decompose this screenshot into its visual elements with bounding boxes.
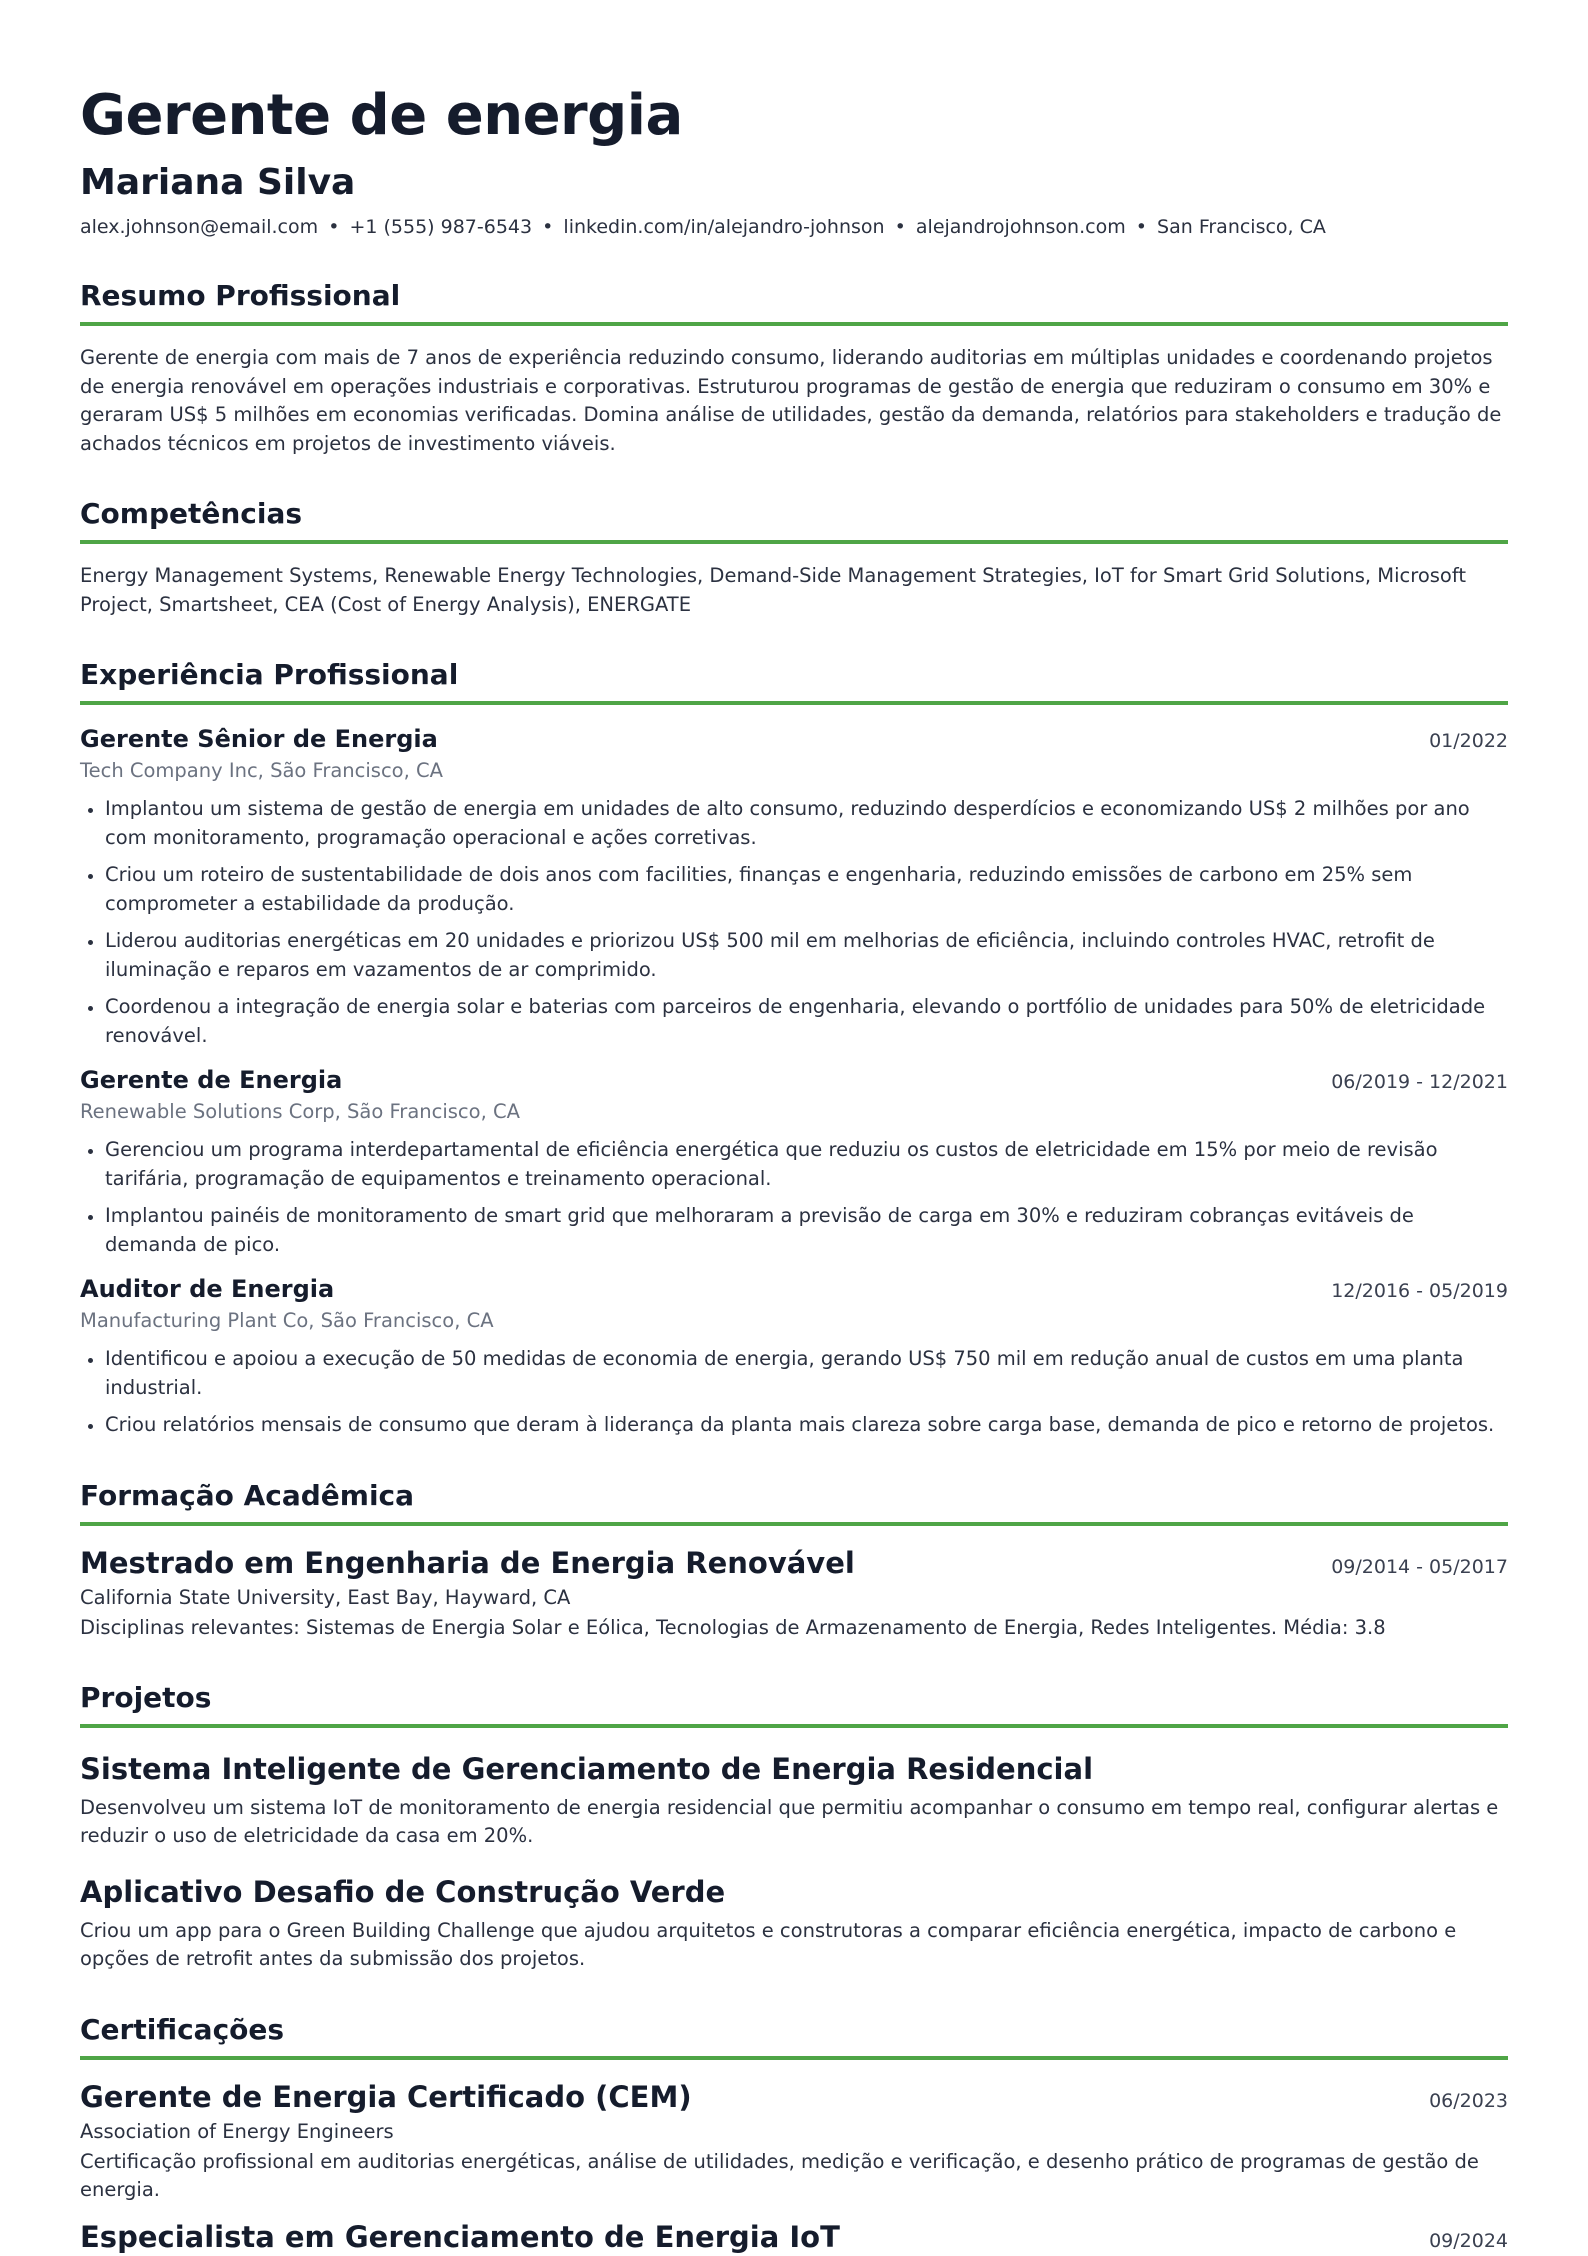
education-entry [80,1544,1508,1642]
project-description: Desenvolveu um sistema IoT de monitoramento de energia residencial que permitiu acompanhar o consumo em tempo real, configurar alertas e reduzir o uso de eletricidade da casa em 20%. [80,1795,1499,1847]
section-title: Formação Acadêmica [80,1478,415,1512]
certification-title: Gerente de Energia Certificado (CEM) [80,2079,692,2114]
contact-separator: • [894,216,906,238]
job-bullets [80,795,1508,1050]
certification-description: Certificação profissional em auditorias energéticas, análise de utilidades, medição e verificação, e desenho prático de programas de gestão de energia. [80,2149,1479,2201]
job-title: Auditor de Energia [80,1275,335,1303]
certification-entry [80,2218,1508,2256]
bullet-item: Gerenciou um programa interdepartamental de eficiência energética que reduziu os custos de eletricidade em 15% por meio de revisão tarifária, programação de equipamentos e treinamento operacional. [80,1136,1508,1193]
certifications-section [80,2012,1508,2256]
education-date: 09/2014 - 05/2017 [1331,1555,1508,1578]
school-name: California State University, East Bay, Hayward, CA [80,1585,571,1609]
job-date: 06/2019 - 12/2021 [1331,1071,1508,1093]
bullet-item: Criou relatórios mensais de consumo que deram à liderança da planta mais clareza sobre carga base, demanda de pico e retorno de projetos. [80,1411,1508,1440]
section-divider [80,701,1508,705]
section-divider [80,322,1508,326]
section-title: Experiência Profissional [80,658,459,691]
bullet-item: Criou um roteiro de sustentabilidade de dois anos com facilities, finanças e engenharia, reduzindo emissões de carbono em 25% sem comprometer a estabilidade da produção. [80,861,1508,918]
job-company: Tech Company Inc, São Francisco, CA [80,759,443,782]
certification-title: Especialista em Gerenciamento de Energia IoT [80,2219,840,2254]
job-title: Gerente Sênior de Energia [80,725,438,753]
contact-separator: • [328,216,340,238]
job-title: Gerente de Energia [80,1066,343,1094]
job-list [80,723,1508,1440]
project-title: Sistema Inteligente de Gerenciamento de Energia Residencial [80,1751,1094,1786]
education-details: Disciplinas relevantes: Sistemas de Energia Solar e Eólica, Tecnologias de Armazenamento de Energia, Redes Inteligentes. Média: 3.8 [80,1615,1386,1639]
skills-text: Energy Management Systems, Renewable Energy Technologies, Demand-Side Management Strategies, IoT for Smart Grid Solutions, Microsoft Project, Smartsheet, CEA (Cost of Energy Analysis), ENERGATE [80,564,1467,616]
job-entry [80,723,1508,1050]
bullet-item: Liderou auditorias energéticas em 20 unidades e priorizou US$ 500 mil em melhorias de eficiência, incluindo controles HVAC, retrofit de iluminação e reparos em vazamentos de ar comprimido. [80,927,1508,984]
section-title: Certificações [80,2012,285,2046]
job-company: Renewable Solutions Corp, São Francisco, CA [80,1100,520,1123]
job-bullets [80,1136,1508,1259]
contact-phone[interactable]: +1 (555) 987-6543 [349,216,533,238]
project-entry [80,1750,1508,1851]
certification-date: 06/2023 [1429,2089,1508,2112]
job-entry [80,1064,1508,1259]
section-divider [80,1724,1508,1728]
section-divider [80,540,1508,544]
bullet-item: Implantou painéis de monitoramento de smart grid que melhoraram a previsão de carga em 30% e reduziram cobranças evitáveis de demanda de pico. [80,1202,1508,1259]
skills-section [80,496,1508,619]
section-title: Resumo Profissional [80,279,401,312]
section-title: Competências [80,497,303,530]
contact-separator: • [542,216,554,238]
section-divider [80,1522,1508,1526]
contact-email[interactable]: alex.johnson@email.com [80,216,319,238]
education-section [80,1478,1508,1642]
contact-separator: • [1135,216,1147,238]
experience-section [80,657,1508,1440]
summary-text: Gerente de energia com mais de 7 anos de experiência reduzindo consumo, liderando auditorias em múltiplas unidades e coordenando projetos de energia renovável em operações industriais e corporativas. Estruturou programas de gestão de energia que reduziram o consumo em 30% e geraram US$ 5 milhões em economias verificadas. Domina análise de utilidades, gestão da demanda, relatórios para stakeholders e tradução de achados técnicos em projetos de investimento viáveis. [80,346,1502,455]
contact-website[interactable]: alejandrojohnson.com [915,216,1126,238]
bullet-item: Coordenou a integração de energia solar e baterias com parceiros de engenharia, elevando o portfólio de unidades para 50% de eletricidade renovável. [80,993,1508,1050]
candidate-name: Mariana Silva [80,162,356,203]
section-title: Projetos [80,1680,212,1714]
job-entry [80,1273,1508,1440]
job-date: 01/2022 [1429,730,1508,752]
job-company: Manufacturing Plant Co, São Francisco, CA [80,1309,494,1332]
document-title: Gerente de energia [80,83,683,148]
job-date: 12/2016 - 05/2019 [1331,1280,1508,1302]
contact-line [80,214,1508,240]
certification-date: 09/2024 [1429,2229,1508,2252]
section-divider [80,2056,1508,2060]
bullet-item: Implantou um sistema de gestão de energia em unidades de alto consumo, reduzindo desperdícios e economizando US$ 2 milhões por ano com monitoramento, programação operacional e ações corretivas. [80,795,1508,852]
degree-title: Mestrado em Engenharia de Energia Renovável [80,1545,855,1580]
project-title: Aplicativo Desafio de Construção Verde [80,1874,726,1909]
project-description: Criou um app para o Green Building Challenge que ajudou arquitetos e construtoras a comparar eficiência energética, impacto de carbono e opções de retrofit antes da submissão dos projetos. [80,1918,1457,1970]
contact-location: San Francisco, CA [1157,216,1326,238]
certification-entry [80,2078,1508,2204]
bullet-item: Identificou e apoiou a execução de 50 medidas de economia de energia, gerando US$ 750 mil em redução anual de custos em uma planta industrial. [80,1345,1508,1402]
project-entry [80,1873,1508,1974]
projects-section [80,1680,1508,1974]
certification-issuer: Association of Energy Engineers [80,2119,394,2143]
job-bullets [80,1345,1508,1440]
summary-section [80,278,1508,458]
contact-linkedin[interactable]: linkedin.com/in/alejandro-johnson [563,216,885,238]
